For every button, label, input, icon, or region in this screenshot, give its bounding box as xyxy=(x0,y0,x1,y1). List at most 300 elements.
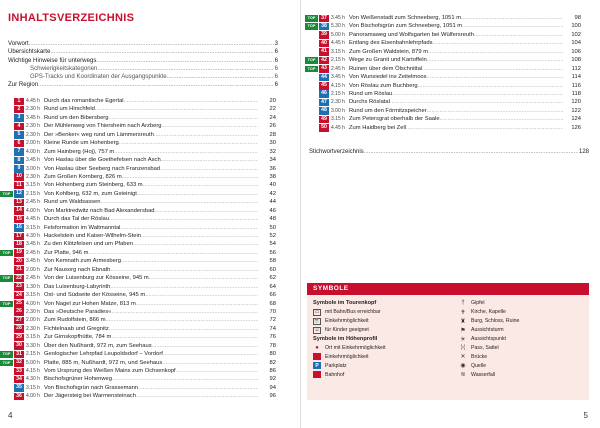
symbol-label: Quelle xyxy=(471,362,486,369)
tour-duration: 3.30 h xyxy=(26,342,40,349)
tour-row[interactable] xyxy=(0,291,276,299)
tour-duration: 2.45 h xyxy=(26,275,40,282)
tour-duration: 4.00 h xyxy=(26,207,40,214)
tour-row[interactable] xyxy=(0,224,276,232)
tour-duration: 2.45 h xyxy=(331,65,345,72)
leader-dots xyxy=(427,107,563,115)
tour-duration: 2.00 h xyxy=(26,266,40,273)
tour-page: 124 xyxy=(571,116,581,123)
tour-title: Der Jägersteig bei Warmensteinach xyxy=(44,393,136,400)
toc-entry-page: 6 xyxy=(274,48,278,56)
bus-icon: ▭ xyxy=(314,309,320,316)
toc-front-entry[interactable] xyxy=(8,48,278,56)
tour-page: 24 xyxy=(269,114,276,121)
tour-duration: 2.30 h xyxy=(26,123,40,130)
tour-number: 1 xyxy=(14,98,24,106)
tour-row[interactable] xyxy=(0,257,276,265)
tour-row[interactable] xyxy=(305,65,581,73)
train-icon xyxy=(313,371,321,378)
tour-page: 106 xyxy=(571,48,581,55)
tour-page: 36 xyxy=(269,165,276,172)
tour-row[interactable] xyxy=(0,316,276,324)
tour-number: 3 xyxy=(14,114,24,122)
leader-dots xyxy=(390,98,563,106)
symbol-label: für Kinder geeignet xyxy=(325,327,369,334)
symbol-label: mit Bahn/Bus erreichbar xyxy=(325,309,381,316)
tour-page: 64 xyxy=(269,283,276,290)
tour-title: Platte, 885 m, Nußhardt, 972 m, und Seehaus xyxy=(44,359,163,366)
tour-row[interactable] xyxy=(0,190,276,198)
leader-dots xyxy=(422,65,563,73)
tour-row[interactable] xyxy=(0,325,276,333)
tour-number: 18 xyxy=(14,241,24,249)
tour-row[interactable] xyxy=(0,384,276,392)
tour-name xyxy=(44,114,258,122)
P-icon: P xyxy=(313,362,321,369)
leader-dots xyxy=(121,257,258,265)
symbol-label: Parkplatz xyxy=(325,362,347,369)
tour-row[interactable] xyxy=(305,56,581,64)
tour-name xyxy=(44,350,258,358)
tour-title: Der Mühlenweg von Thiersheim nach Arzberg xyxy=(44,123,162,130)
symbol-label: Aussichtspunkt xyxy=(471,336,506,342)
tour-row[interactable] xyxy=(0,350,276,358)
top-badge: TOP xyxy=(305,57,318,64)
tour-name xyxy=(44,325,258,333)
map-symbol-icon: ♜ xyxy=(460,318,466,325)
tour-page: 122 xyxy=(571,107,581,114)
tour-row[interactable] xyxy=(305,90,581,98)
tour-name xyxy=(44,240,258,248)
tour-row[interactable] xyxy=(0,97,276,105)
tour-row[interactable] xyxy=(305,48,581,56)
tour-name xyxy=(44,283,258,291)
tour-page: 46 xyxy=(269,207,276,214)
tour-number: 31 xyxy=(14,351,24,359)
leader-dots xyxy=(406,124,563,132)
tour-title: Bischofsgrüner Hohenweg xyxy=(44,376,112,383)
leader-dots xyxy=(122,173,258,181)
tour-name xyxy=(44,181,258,189)
leader-dots xyxy=(50,48,273,56)
tour-page: 60 xyxy=(269,266,276,273)
tour-row[interactable] xyxy=(0,148,276,156)
tour-name xyxy=(44,300,258,308)
tour-page: 38 xyxy=(269,173,276,180)
tour-row[interactable] xyxy=(0,105,276,113)
tour-duration: 2.15 h xyxy=(331,90,345,97)
symbol-item xyxy=(313,352,463,361)
tour-row[interactable] xyxy=(0,165,276,173)
tour-duration: 3.45 h xyxy=(26,241,40,248)
tour-number: 35 xyxy=(14,384,24,392)
toc-entry-label: Vorwort xyxy=(8,40,29,47)
symbol-label: Aussichtsturm xyxy=(471,327,504,334)
tour-name xyxy=(44,207,258,215)
tour-page: 104 xyxy=(571,40,581,47)
tour-duration: 3.15 h xyxy=(331,116,345,123)
symbol-item xyxy=(459,361,589,370)
symbol-item xyxy=(313,370,463,379)
tour-page: 116 xyxy=(571,82,581,89)
tour-duration: 2.15 h xyxy=(26,351,40,358)
tour-row[interactable] xyxy=(305,31,581,39)
symbol-item xyxy=(459,299,589,308)
toc-entry-page: 6 xyxy=(274,64,278,72)
index-label: Stichwortverzeichnis xyxy=(309,149,364,155)
index-page: 128 xyxy=(578,149,589,155)
tour-number: 10 xyxy=(14,173,24,181)
symbol-label: Pass, Sattel xyxy=(471,344,499,351)
tour-number: 2 xyxy=(14,106,24,114)
leader-dots xyxy=(167,73,274,81)
leader-dots xyxy=(97,65,273,73)
tour-name xyxy=(349,56,563,64)
tour-title: Von Haslau über Seeberg nach Franzensbad xyxy=(44,165,161,172)
tour-page: 86 xyxy=(269,368,276,374)
tour-title: Zum Haidberg bei Zell xyxy=(349,124,407,131)
tour-row[interactable] xyxy=(0,114,276,122)
leader-dots xyxy=(155,207,258,215)
symbols-header: SYMBOLE xyxy=(307,283,589,295)
tour-title: Von Weißenstadt zum Schneeberg, 1051 m xyxy=(349,15,462,21)
tour-duration: 2.15 h xyxy=(26,190,40,197)
tour-title: Entlang des Eisenbahnlehrpfads xyxy=(349,40,433,47)
tour-name xyxy=(44,333,258,341)
index-entry[interactable] xyxy=(309,148,589,156)
dot-icon: ● xyxy=(315,344,319,351)
right-page xyxy=(300,0,600,428)
symbol-label: Einkehrmöglichkeit xyxy=(325,318,369,325)
tour-title: Vom Ursprung des Weißen Mains zum Ochsenkopf xyxy=(44,368,176,374)
top-badge: TOP xyxy=(0,250,13,257)
toc-entry-label: Zur Region xyxy=(8,81,39,89)
tour-row[interactable] xyxy=(305,124,581,132)
page-number-right: 5 xyxy=(583,411,588,420)
tour-row[interactable] xyxy=(0,181,276,189)
tour-row[interactable] xyxy=(0,139,276,147)
tour-number: 13 xyxy=(14,199,24,207)
tour-row[interactable] xyxy=(305,107,581,115)
tour-name xyxy=(44,173,258,181)
symbols-subheading xyxy=(313,299,463,308)
leader-dots xyxy=(461,14,563,22)
leader-dots xyxy=(29,40,274,48)
tour-title: Von Hohenberg zum Steinberg, 633 m xyxy=(44,182,143,189)
toc-front-entry[interactable] xyxy=(8,40,278,48)
tour-name xyxy=(349,22,563,30)
tour-row[interactable] xyxy=(0,333,276,341)
symbol-item xyxy=(459,317,589,326)
leader-dots xyxy=(110,266,258,274)
tour-row[interactable] xyxy=(0,342,276,350)
tour-page: 26 xyxy=(269,123,276,130)
tour-page: 112 xyxy=(571,65,581,72)
tour-duration: 2.00 h xyxy=(26,317,40,324)
leader-dots xyxy=(149,274,258,282)
tour-number: 45 xyxy=(319,82,329,90)
tour-number: 21 xyxy=(14,266,24,274)
tour-duration: 2.30 h xyxy=(26,131,40,138)
tour-number: 19 xyxy=(14,249,24,257)
tour-title: Felsformation im Waltmanntal xyxy=(44,224,121,231)
tour-name xyxy=(44,122,258,130)
toc-front-entry[interactable] xyxy=(8,81,278,89)
toc-front-entry[interactable] xyxy=(8,73,278,81)
symbol-item xyxy=(459,335,589,344)
tour-title: Zum Petersgrat oberhalb der Saale xyxy=(349,116,440,123)
tour-row[interactable] xyxy=(305,22,581,30)
symbol-label: Bahnhof xyxy=(325,371,345,378)
toc-entry-label: Übersichtskarte xyxy=(8,48,51,56)
tour-row[interactable] xyxy=(0,300,276,308)
tour-name xyxy=(44,316,258,324)
map-symbol-icon: ✝ xyxy=(460,309,466,316)
tour-number: 28 xyxy=(14,325,24,333)
tour-number: 46 xyxy=(319,90,329,98)
tour-number: 37 xyxy=(319,15,329,23)
tour-title: Rund um Röslau xyxy=(349,90,393,97)
tour-title: Von Bischofsgrün zum Schneeberg, 1051 m xyxy=(349,23,463,30)
tour-row[interactable] xyxy=(305,115,581,123)
symbols-subheading xyxy=(313,335,463,344)
symbol-label: Brücke xyxy=(471,353,488,360)
tour-row[interactable] xyxy=(0,156,276,164)
tour-title: Von Bischofsgrün nach Grassemann xyxy=(44,384,139,391)
tour-name xyxy=(349,73,563,81)
symbol-item xyxy=(459,352,589,361)
tour-page: 118 xyxy=(571,90,581,97)
leader-dots xyxy=(101,198,259,206)
tour-title: Rund um Hirschfeld xyxy=(44,106,95,113)
tour-name xyxy=(349,98,563,106)
tour-number: 33 xyxy=(14,368,24,376)
tour-duration: 5.00 h xyxy=(331,31,345,38)
tour-row[interactable] xyxy=(0,131,276,139)
tour-duration: 1.30 h xyxy=(26,283,40,290)
tour-row[interactable] xyxy=(0,367,276,375)
tour-page: 126 xyxy=(571,124,581,131)
tour-row[interactable] xyxy=(305,82,581,90)
symbol-label: Gipfel xyxy=(471,300,485,307)
symbols-legend xyxy=(307,283,589,400)
tour-row[interactable] xyxy=(305,98,581,106)
tour-list-left xyxy=(0,97,276,401)
leader-dots xyxy=(136,300,258,308)
tour-row[interactable] xyxy=(0,359,276,367)
tour-number: 15 xyxy=(14,216,24,224)
tour-row[interactable] xyxy=(305,14,581,22)
leader-dots xyxy=(163,350,258,358)
tour-title: Über den Nußhardt, 972 m, zum Seehaus xyxy=(44,342,152,349)
tour-title: Zu den Klötzfelsen und um Pfaben xyxy=(44,241,133,248)
tour-number: 16 xyxy=(14,224,24,232)
tour-duration: 4.45 h xyxy=(26,216,40,223)
leader-dots xyxy=(432,39,563,47)
tour-duration: 5.00 h xyxy=(26,359,40,366)
tour-number: 44 xyxy=(319,74,329,82)
tour-row[interactable] xyxy=(0,207,276,215)
tour-row[interactable] xyxy=(0,232,276,240)
tour-name xyxy=(44,131,258,139)
tour-duration: 3.15 h xyxy=(331,48,345,55)
toc-front-entry[interactable] xyxy=(8,57,278,65)
page-number-left: 4 xyxy=(8,411,13,420)
cupb-icon xyxy=(313,353,321,360)
tour-title: Durch das romantische Egertal xyxy=(44,98,124,104)
tour-row[interactable] xyxy=(0,122,276,130)
leader-dots xyxy=(427,73,563,81)
symbol-item xyxy=(459,326,589,335)
tour-page: 114 xyxy=(571,74,581,81)
tour-row[interactable] xyxy=(0,308,276,316)
tour-title: Von Marktredwitz nach Bad Alexandersbad xyxy=(44,207,155,214)
map-symbol-icon: ≋ xyxy=(460,372,466,379)
tour-name xyxy=(44,165,258,173)
tour-row[interactable] xyxy=(0,249,276,257)
tour-number: 49 xyxy=(319,116,329,124)
leader-dots xyxy=(119,139,258,147)
leader-dots xyxy=(108,114,258,122)
tour-duration: 4.00 h xyxy=(26,300,40,307)
tour-page: 20 xyxy=(269,98,276,104)
leader-dots xyxy=(124,97,258,105)
tour-page: 52 xyxy=(269,233,276,239)
tour-row[interactable] xyxy=(0,392,276,400)
tour-page: 32 xyxy=(269,148,276,155)
tour-duration: 4.30 h xyxy=(26,376,40,383)
tour-name xyxy=(44,384,258,392)
toc-entry-page: 3 xyxy=(274,40,278,47)
symbol-item xyxy=(313,326,463,335)
toc-front-entry[interactable] xyxy=(8,65,278,73)
tour-name xyxy=(349,48,563,56)
tour-number: 9 xyxy=(14,165,24,173)
tour-name xyxy=(44,105,258,113)
tour-name xyxy=(44,215,258,223)
tour-row[interactable] xyxy=(305,73,581,81)
tour-title: Panoramaweg und Wolfsgarten bei Wülfersreuth xyxy=(349,31,474,38)
tour-duration: 4.00 h xyxy=(26,393,40,400)
tour-page: 98 xyxy=(574,15,581,21)
tour-name xyxy=(44,291,258,299)
tour-page: 108 xyxy=(571,57,581,64)
tour-duration: 4.15 h xyxy=(331,82,345,89)
tour-title: Zum Großen Kornberg, 826 m xyxy=(44,173,122,180)
leader-dots xyxy=(141,232,258,240)
tour-title: Hackelstein und Kaiser-Wilhelm-Stein xyxy=(44,233,141,239)
tour-name xyxy=(44,266,258,274)
symbol-item xyxy=(313,317,463,326)
symbols-column-2 xyxy=(459,299,589,379)
tour-name xyxy=(44,198,258,206)
leader-dots xyxy=(95,105,258,113)
tour-row[interactable] xyxy=(0,283,276,291)
tour-name xyxy=(44,375,258,383)
tour-duration: 3.15 h xyxy=(26,224,40,231)
tour-row[interactable] xyxy=(0,375,276,383)
tour-title: Durchs Röslatal xyxy=(349,99,390,106)
tour-duration: 4.45 h xyxy=(331,40,345,47)
tour-name xyxy=(44,139,258,147)
tour-number: 36 xyxy=(14,393,24,401)
tour-duration: 4.30 h xyxy=(26,233,40,239)
tour-number: 14 xyxy=(14,207,24,215)
map-symbol-icon: † xyxy=(461,300,465,307)
tour-name xyxy=(349,90,563,98)
tour-name xyxy=(349,14,563,22)
symbol-label: Wasserfall xyxy=(471,371,496,378)
tour-duration: 2.30 h xyxy=(26,325,40,332)
tour-row[interactable] xyxy=(0,274,276,282)
symbol-item xyxy=(459,343,589,352)
tour-duration: 3.45 h xyxy=(331,74,345,81)
tour-page: 72 xyxy=(269,317,276,324)
tour-page: 100 xyxy=(571,23,581,30)
leader-dots xyxy=(364,148,578,156)
child-icon: ☺ xyxy=(314,327,320,334)
tour-title: Durch das Tal der Röslau xyxy=(44,216,109,223)
top-badge: TOP xyxy=(0,301,13,308)
tour-number: 8 xyxy=(14,157,24,165)
tour-row[interactable] xyxy=(0,240,276,248)
tour-row[interactable] xyxy=(0,215,276,223)
tour-row[interactable] xyxy=(0,266,276,274)
symbol-label: Ort mit Einkehrmöglichkeit xyxy=(325,344,386,351)
tour-title: Von der Luisenburg zur Kösseine, 945 m xyxy=(44,275,149,282)
tour-number: 47 xyxy=(319,99,329,107)
tour-page: 58 xyxy=(269,258,276,265)
tour-title: Rund um den Bibersberg xyxy=(44,114,109,121)
map-symbol-icon: ⟩⟨ xyxy=(460,345,466,352)
tour-title: Fichtelnaab und Gregnitz xyxy=(44,325,109,332)
tour-title: Ruinen über dem Ölschnittal xyxy=(349,65,423,72)
leader-dots xyxy=(392,90,563,98)
leader-dots xyxy=(38,81,273,89)
tour-list-right xyxy=(305,14,581,132)
tour-number: 6 xyxy=(14,140,24,148)
symbol-label: Kirche, Kapelle xyxy=(471,309,506,316)
tour-name xyxy=(44,156,258,164)
tour-duration: 4.45 h xyxy=(26,98,40,104)
tour-title: Geologischer Lehrpfad Leupoldsdorf – Vordorf xyxy=(44,351,163,358)
tour-title: Von Nagel zur Hohen Matze, 813 m xyxy=(44,300,136,307)
tour-page: 40 xyxy=(269,182,276,189)
tour-duration: 2.30 h xyxy=(26,106,40,113)
tour-row[interactable] xyxy=(0,198,276,206)
leader-dots xyxy=(418,82,563,90)
tour-page: 54 xyxy=(269,241,276,248)
tour-name xyxy=(44,190,258,198)
toc-title: INHALTSVERZEICHNIS xyxy=(8,12,135,24)
tour-number: 39 xyxy=(319,31,329,39)
tour-page: 80 xyxy=(269,351,276,358)
tour-row[interactable] xyxy=(305,39,581,47)
tour-duration: 3.15 h xyxy=(26,292,40,299)
tour-title: Von Wunsiedel ins Zeitelmoos xyxy=(349,74,427,81)
tour-duration: 3.45 h xyxy=(26,258,40,265)
leader-dots xyxy=(136,392,258,400)
tour-number: 5 xyxy=(14,131,24,139)
tour-row[interactable] xyxy=(0,173,276,181)
symbol-item xyxy=(459,370,589,379)
tour-page: 94 xyxy=(269,384,276,391)
tour-page: 56 xyxy=(269,249,276,256)
tour-title: Der »Benker« weg rund um Lämmersreuth xyxy=(44,131,154,138)
tour-title: Rund um den Förmitzspeicher xyxy=(349,107,427,114)
tour-title: Zur Platte, 946 m xyxy=(44,249,89,256)
leader-dots xyxy=(96,57,273,65)
